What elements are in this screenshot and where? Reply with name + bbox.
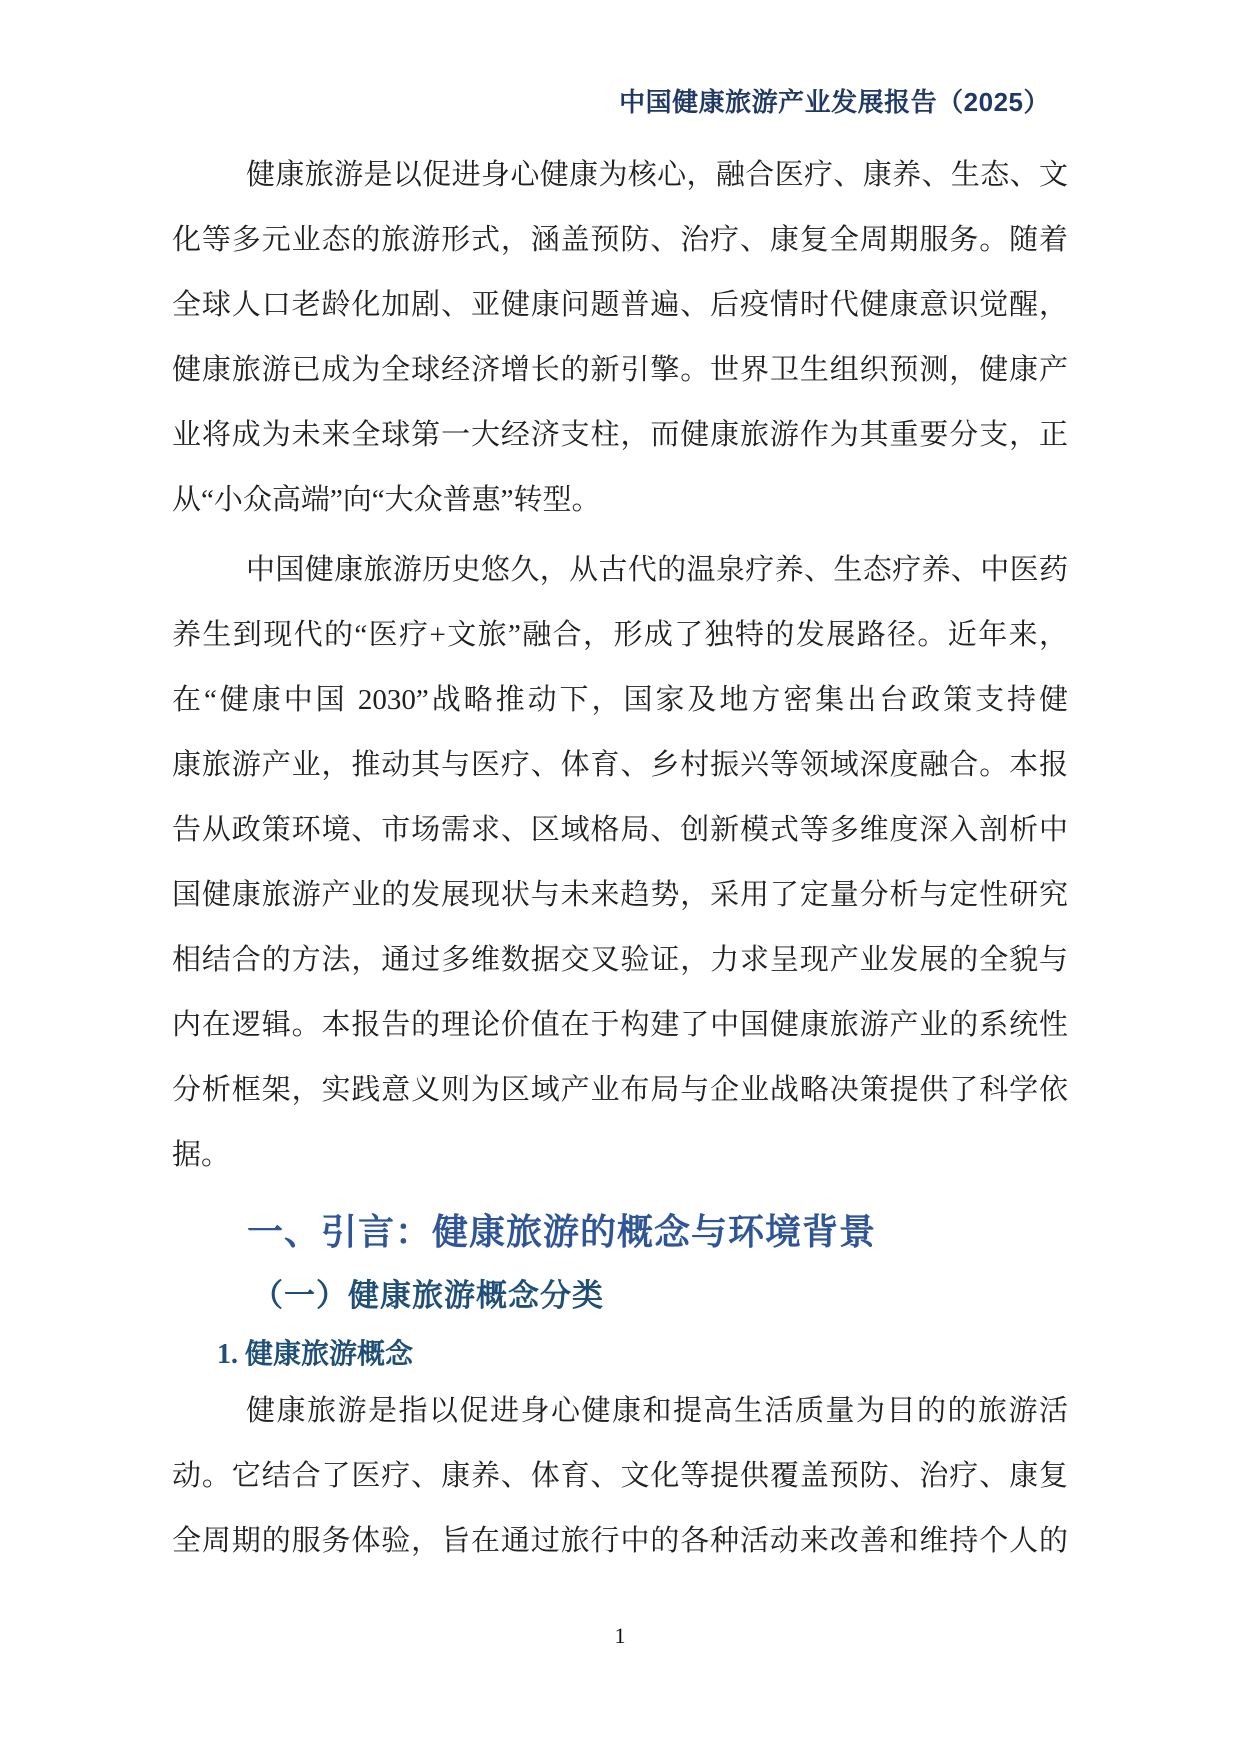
page-number: 1 — [614, 1623, 626, 1648]
page-footer — [0, 1618, 1240, 1654]
body-line: 动。它结合了医疗、康养、体育、文化等提供覆盖预防、治疗、康复 — [172, 1460, 1068, 1492]
body-line: 化等多元业态的旅游形式，涵盖预防、治疗、康复全周期服务。随着 — [172, 224, 1068, 256]
body-line: 内在逻辑。本报告的理论价值在于构建了中国健康旅游产业的系统性 — [172, 1009, 1068, 1041]
body-line: 全球人口老龄化加剧、亚健康问题普遍、后疫情时代健康意识觉醒， — [172, 289, 1068, 321]
body-line: 健康旅游是指以促进身心健康和提高生活质量为目的的旅游活 — [246, 1395, 1068, 1427]
paragraph — [172, 143, 1068, 533]
body-line: 分析框架，实践意义则为区域产业布局与企业战略决策提供了科学依 — [172, 1074, 1068, 1106]
body-line: 康旅游产业，推动其与医疗、体育、乡村振兴等领域深度融合。本报 — [172, 749, 1068, 781]
body-line: 养生到现代的“医疗+文旅”融合，形成了独特的发展路径。近年来， — [172, 619, 1068, 651]
body-line: 健康旅游已成为全球经济增长的新引擎。世界卫生组织预测，健康产 — [172, 354, 1068, 386]
body-line: 中国健康旅游历史悠久，从古代的温泉疗养、生态疗养、中医药 — [246, 554, 1068, 586]
document-body — [172, 143, 1068, 1574]
heading-1: 一、引言：健康旅游的概念与环境背景 — [247, 1211, 877, 1252]
body-line: 相结合的方法，通过多维数据交叉验证，力求呈现产业发展的全貌与 — [172, 944, 1068, 976]
body-line: 在“健康中国 2030”战略推动下，国家及地方密集出台政策支持健 — [172, 684, 1068, 716]
body-line: 全周期的服务体验，旨在通过旅行中的各种活动来改善和维持个人的 — [172, 1525, 1068, 1557]
paragraph — [172, 1379, 1068, 1574]
heading-2: （一）健康旅游概念分类 — [252, 1278, 604, 1313]
heading-3: 1. 健康旅游概念 — [217, 1339, 414, 1370]
body-line: 告从政策环境、市场需求、区域格局、创新模式等多维度深入剖析中 — [172, 814, 1068, 846]
body-line: 据。 — [172, 1139, 231, 1171]
body-line: 业将成为未来全球第一大经济支柱，而健康旅游作为其重要分支，正 — [172, 419, 1068, 451]
body-line: 国健康旅游产业的发展现状与未来趋势，采用了定量分析与定性研究 — [172, 879, 1068, 911]
body-line: 健康旅游是以促进身心健康为核心，融合医疗、康养、生态、文 — [246, 159, 1068, 191]
report-title: 中国健康旅游产业发展报告（2025） — [619, 87, 1050, 117]
report-header — [0, 84, 1050, 120]
body-line: 从“小众高端”向“大众普惠”转型。 — [172, 484, 601, 516]
paragraph — [172, 538, 1068, 1188]
